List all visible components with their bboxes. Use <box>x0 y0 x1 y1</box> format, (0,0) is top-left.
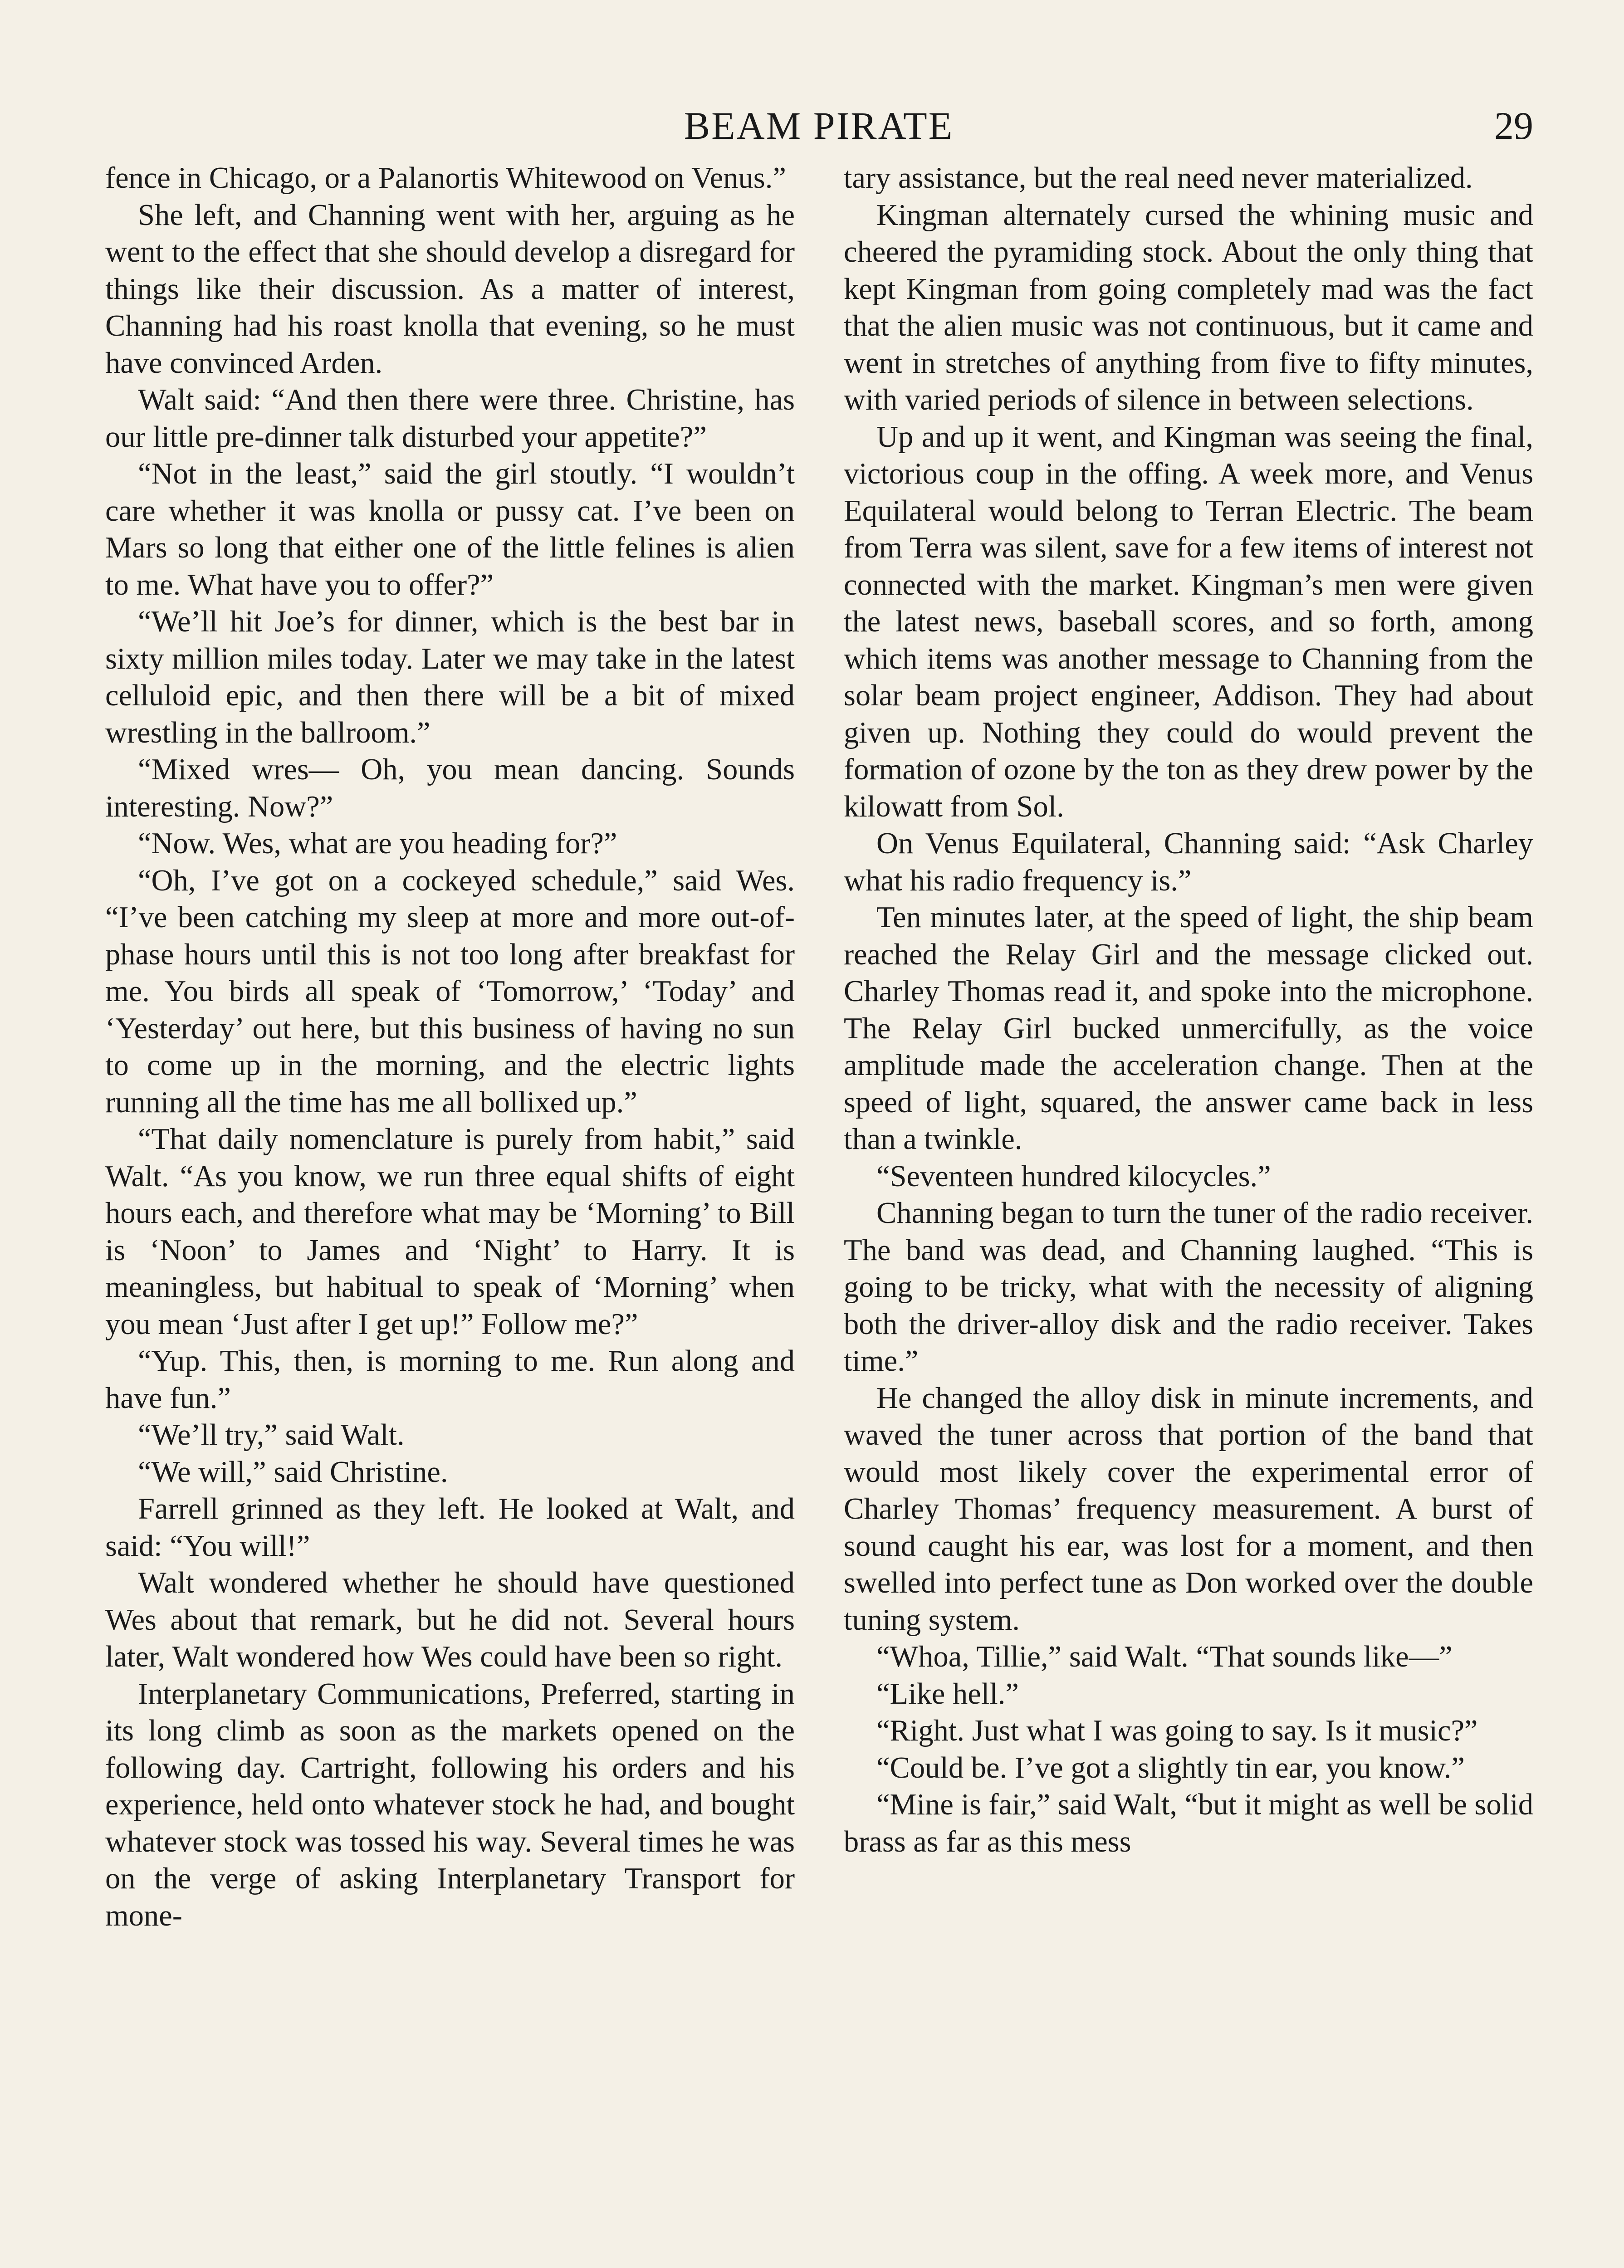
paragraph: Up and up it went, and Kingman was seeing the final, victorious coup in the offing. A week more, and Venus Equilateral would belong to Terran Electric. The beam from Terra was silent, save for a few items of interest not connected with the market. Kingman’s men were given the latest news, baseball scores, and so forth, among which items was another message to Channing from the solar beam project engineer, Addison. They had about given up. Nothing they could do would prevent the formation of ozone by the ton as they drew power by the kilowatt from Sol. <box>844 420 1533 823</box>
paragraph: On Venus Equilateral, Channing said: “Ask Charley what his radio frequency is.” <box>844 827 1533 897</box>
page-number: 29 <box>1494 104 1533 147</box>
paragraph: “Right. Just what I was going to say. Is it music?” <box>876 1714 1478 1747</box>
paragraph: tary assistance, but the real need never materialized. <box>844 161 1473 195</box>
paragraph: “Seventeen hundred kilocycles.” <box>876 1159 1271 1193</box>
paragraph: He changed the alloy disk in minute increments, and waved the tuner across that portion of the band that would most likely cover the experimental error of Charley Thomas’ frequency measurement. A burst of sound caught his ear, was lost for a moment, and then swelled into perfect tune as Don worked over the double tuning system. <box>844 1381 1533 1637</box>
paragraph: “Like hell.” <box>876 1677 1019 1711</box>
paragraph: “Mixed wres— Oh, you mean dancing. Sounds interesting. Now?” <box>105 753 795 823</box>
paragraph: “Whoa, Tillie,” said Walt. “That sounds like—” <box>876 1640 1453 1673</box>
paragraph: Channing began to turn the tuner of the radio receiver. The band was dead, and Channing laughed. “This is going to be tricky, what with the necessity of aligning both the driver-alloy disk and the radio receiver. Takes time.” <box>844 1197 1533 1378</box>
paragraph: fence in Chicago, or a Palanortis Whitewood on Venus.” <box>105 161 786 195</box>
paragraph: Ten minutes later, at the speed of light, the ship beam reached the Relay Girl and the message clicked out. Charley Thomas read it, and spoke into the microphone. The Relay Girl bucked unmercifully, as the voice amplitude made the acceleration change. Then at the speed of light, squared, the answer came back in less than a twinkle. <box>844 901 1533 1156</box>
right-column <box>844 160 1533 1860</box>
paragraph: “Yup. This, then, is morning to me. Run along and have fun.” <box>105 1344 795 1415</box>
paragraph: Walt said: “And then there were three. Christine, has our little pre-dinner talk disturbed your appetite?” <box>105 383 795 454</box>
paragraph: “Now. Wes, what are you heading for?” <box>138 827 617 860</box>
paragraph: “Mine is fair,” said Walt, “but it might as well be solid brass as far as this mess <box>844 1788 1533 1858</box>
paragraph: Walt wondered whether he should have questioned Wes about that remark, but he did not. Several hours later, Walt wondered how Wes could have been so right. <box>105 1566 795 1673</box>
paragraph: “Oh, I’ve got on a cockeyed schedule,” said Wes. “I’ve been catching my sleep at more and more out-of-phase hours until this is not too long after breakfast for me. You birds all speak of ‘Tomorrow,’ ‘Today’ and ‘Yesterday’ out here, but this business of having no sun to come up in the morning, and the electric lights running all the time has me all bollixed up.” <box>105 864 795 1119</box>
paragraph: Interplanetary Communications, Preferred, starting in its long climb as soon as the markets opened on the following day. Cartright, following his orders and his experience, held onto whatever stock he had, and bought whatever stock was tossed his way. Several times he was on the verge of asking Interplanetary Transport for mone- <box>105 1677 795 1932</box>
paragraph: “We will,” said Christine. <box>138 1455 448 1489</box>
paragraph: “That daily nomenclature is purely from habit,” said Walt. “As you know, we run three equal shifts of eight hours each, and therefore what may be ‘Morning’ to Bill is ‘Noon’ to James and ‘Night’ to Harry. It is meaningless, but habitual to speak of ‘Morning’ when you mean ‘Just after I get up!” Follow me?” <box>105 1123 795 1341</box>
paragraph: “Could be. I’ve got a slightly tin ear, you know.” <box>876 1751 1465 1784</box>
running-header <box>104 101 1533 151</box>
paragraph: Kingman alternately cursed the whining music and cheered the pyramiding stock. About the only thing that kept Kingman from going completely mad was the fact that the alien music was not continuous, but it came and went in stretches of anything from five to fifty minutes, with varied periods of silence in between selections. <box>844 198 1533 416</box>
running-title: BEAM PIRATE <box>684 104 954 147</box>
paragraph: “Not in the least,” said the girl stoutly. “I wouldn’t care whether it was knolla or pussy cat. I’ve been on Mars so long that either one of the little felines is alien to me. What have you to offer?” <box>105 457 795 601</box>
paragraph: She left, and Channing went with her, arguing as he went to the effect that she should develop a disregard for things like their discussion. As a matter of interest, Channing had his roast knolla that evening, so he must have convinced Arden. <box>105 198 795 380</box>
paragraph: “We’ll hit Joe’s for dinner, which is the best bar in sixty million miles today. Later we may take in the latest celluloid epic, and then there will be a bit of mixed wrestling in the ballroom.” <box>105 605 795 749</box>
paragraph: Farrell grinned as they left. He looked at Walt, and said: “You will!” <box>105 1492 795 1563</box>
paragraph: “We’ll try,” said Walt. <box>138 1418 405 1452</box>
left-column <box>105 160 795 1934</box>
